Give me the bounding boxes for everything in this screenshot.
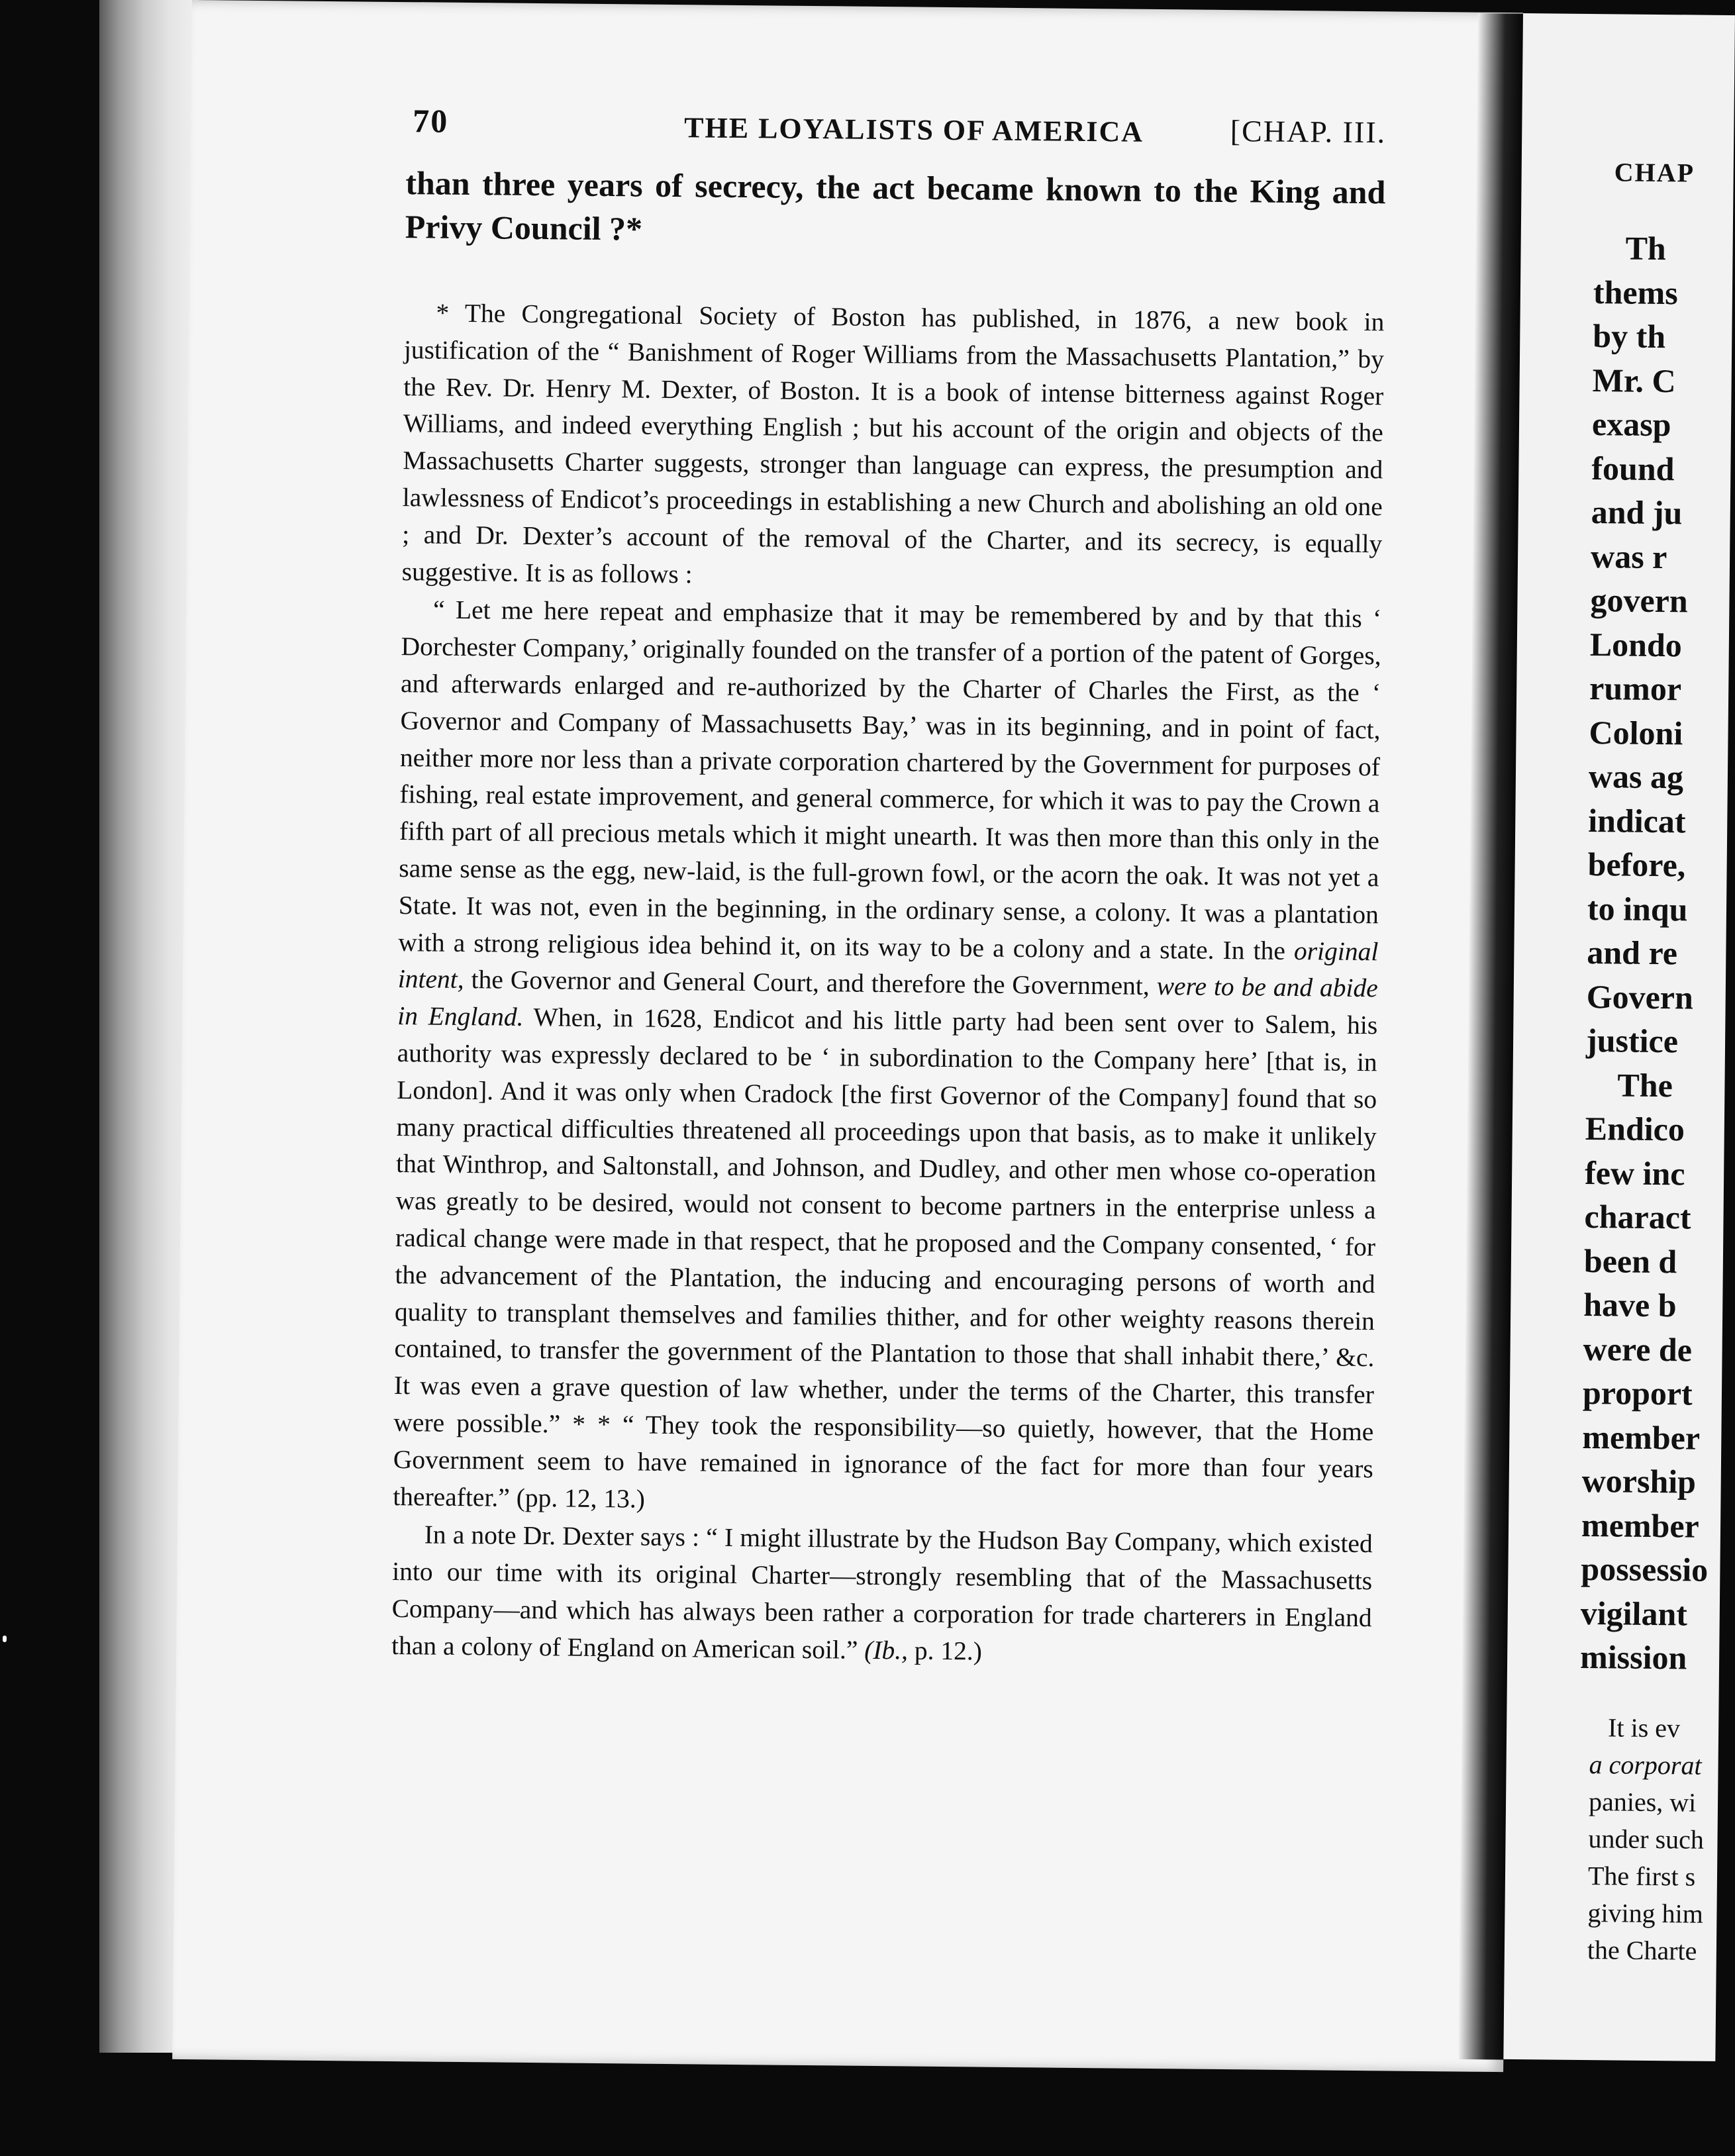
right-page-line: mission (1579, 1638, 1687, 1677)
right-page-line: by th (1593, 317, 1666, 356)
right-page-line: have b (1583, 1285, 1677, 1324)
chapter-label: [CHAP. III. (1230, 114, 1387, 150)
right-footnote-line: under such (1588, 1824, 1705, 1855)
right-page-line: and ju (1591, 493, 1683, 532)
right-page-line: possessio (1581, 1549, 1709, 1589)
right-page-line: Th (1625, 229, 1667, 268)
body-text: than three years of secrecy, the act became known to the King and Privy Council ?* (405, 164, 1386, 248)
footnote-text: When, in 1628, Endicot and his little party had been sent over to Salem, his authority was expressly declared to be ‘ in subordination to the Company here’ [that is, in London]. And it was only when Cradock [the first Governor of the Company] found that so many practical difficulties threatened all proceedings upon that basis, as to make it unlikely that Winthrop, and Saltonstall, and Johnson, and Dudley, and other men whose co-operation was greatly to be desired, would not consent to become partners in the enterprise unless a radical change were made in that respect, that he proposed and the Company consented, ‘ for the advancement of the Plantation, the inducing and encouraging persons of worth and quality to transplant themselves and families thither, and for other weighty reasons therein contained, to transfer the government of the Plantation to those that shall inhabit there,’ &c. It was even a grave question of law whether, under the terms of the Charter, this transfer were possible.” * * “ They took the responsibility—so quietly, however, that the Home Government seem to have remained in ignorance of the fact for more than four years thereafter.” (pp. 12, 13.) (393, 1003, 1378, 1514)
italic-phrase: were to be and abide in England. (397, 971, 1378, 1032)
right-page-line: was r (1590, 537, 1667, 575)
italic-phrase: original intent, (397, 936, 1379, 995)
right-footnote-line: giving him (1587, 1898, 1704, 1929)
right-footnote-line: It is ev (1607, 1712, 1681, 1743)
right-page-line: govern (1590, 581, 1688, 620)
scan-speck (3, 1636, 7, 1642)
footnote-paragraph-3 (391, 1516, 1373, 1673)
right-page-line: before, (1587, 845, 1686, 884)
right-page-line: was ag (1588, 758, 1684, 796)
right-page-line: to inqu (1587, 889, 1688, 928)
right-page-line: Londo (1589, 625, 1683, 663)
right-page-line: member (1582, 1418, 1701, 1457)
right-footnote-line: a corporat (1589, 1749, 1702, 1781)
right-page-line: vigilant (1580, 1594, 1688, 1632)
right-page-line: Govern (1586, 977, 1694, 1016)
right-page-line: been d (1583, 1242, 1677, 1280)
right-footnote-line: the Charte (1587, 1935, 1697, 1966)
right-footnote-line: panies, wi (1588, 1787, 1697, 1818)
right-page-line: charact (1584, 1197, 1691, 1236)
right-page-line: Endico (1585, 1109, 1685, 1148)
right-page-line: and re (1587, 933, 1678, 972)
right-page-line: member (1581, 1506, 1700, 1545)
right-page-line: thems (1593, 273, 1678, 311)
page-content (391, 101, 1387, 1674)
left-page (172, 0, 1523, 2072)
page-number: 70 (412, 102, 449, 140)
right-footnote-line: The first s (1587, 1861, 1696, 1892)
footnote-text: the Governor and General Court, and therefore the Government, (471, 965, 1150, 1001)
right-page-line: rumor (1589, 669, 1682, 708)
right-page-line: worship (1581, 1461, 1697, 1500)
right-page-line: were de (1583, 1330, 1693, 1369)
footnote-text: p. 12.) (914, 1636, 983, 1666)
right-page (1503, 13, 1735, 2061)
running-header (406, 101, 1387, 170)
right-page-line: found (1591, 449, 1675, 487)
right-page-line: Coloni (1589, 713, 1683, 752)
right-running-header: CHAP (1614, 157, 1695, 188)
footnote-text: “ Let me here repeat and emphasize that it may be remembered by and by that this ‘ Dorchester Company,’ originally founded on the transfer of a portion of the patent of Gorges, and afterwards enlarged and re-authorized by the Charter of Charles the First, as the ‘ Governor and Company of Massachusetts Bay,’ was in its beginning, and in point of fact, neither more nor less than a private corporation chartered by the Government for purposes of fishing, real estate improvement, and general commerce, for which it was to pay the Crown a fifth part of all precious metals which it might unearth. It was then more than this only in the same sense as the egg, new-laid, is the full-grown fowl, or the acorn the oak. It was not yet a State. It was not, even in the beginning, in the ordinary sense, a colony. It was a plantation with a strong religious idea behind it, on its way to be a colony and a state. In the (398, 595, 1382, 965)
right-page-footnote (1587, 1709, 1705, 1970)
right-page-line: proport (1582, 1373, 1693, 1412)
footnote-text: In a note Dr. Dexter says : “ I might illustrate by the Hudson Bay Company, which existed into our time with its original Charter—strongly resembling that of the Massachusetts Company—and which has always been rather a corporation for trade charterers in England than a colony of England on American soil.” (391, 1520, 1373, 1665)
right-page-line: exasp (1591, 405, 1671, 444)
right-page-line: Mr. C (1592, 361, 1676, 399)
right-page-line: The (1617, 1065, 1673, 1104)
right-page-line: few inc (1584, 1153, 1685, 1192)
right-page-line: justice (1585, 1021, 1679, 1060)
right-page-line: indicat (1588, 801, 1686, 840)
footnote-paragraph-1: * The Congregational Society of Boston has published, in 1876, a new book in justification of the “ Banishment of Roger Williams from the Massachusetts Plantation,” by the Rev. Dr. Henry M. Dexter, of Boston. It is a book of intense bitterness against Roger Williams, and indeed everything English ; but his account of the origin and objects of the Massachusetts Charter suggests, stronger than language can express, the presumption and lawlessness of Endicot’s proceedings in establishing a new Church and abolishing an old one ; and Dr. Dexter’s account of the removal of the Charter, and its secrecy, is equally suggestive. It is as follows : (401, 298, 1385, 589)
italic-phrase: (Ib., (864, 1635, 909, 1665)
right-page-text (1580, 226, 1721, 1680)
footnote-paragraph-2 (393, 591, 1381, 1524)
running-title: THE LOYALISTS OF AMERICA (683, 111, 1144, 148)
